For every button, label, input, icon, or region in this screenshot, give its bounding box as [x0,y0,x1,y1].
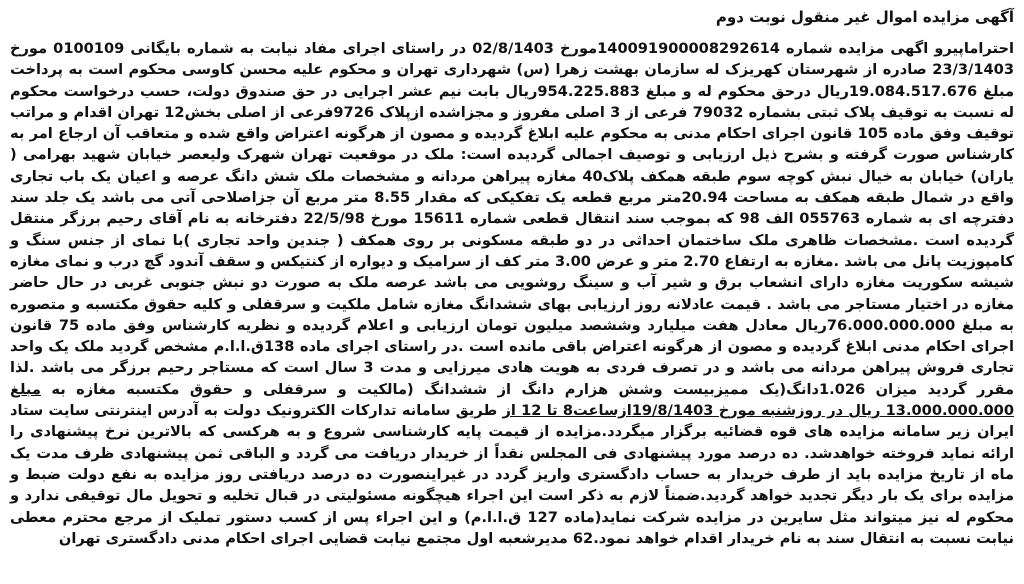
notice-body-part-1: احتراماپیرو اگهی مزایده شماره 140091900008292614مورخ 02/8/1403 در راستای اجرای مفاد نیابت به شماره بایگانی 0100109 مورخ 23/3/1403 صادره از شهرستان کهریزک له سازمان بهشت زهرا (س) شهرداری تهران و محکوم علیه محسن کاوسی محکوم است به پرداخت مبلغ 19.084.517.676ریال درحق محکوم له و مبلغ 954.225.883ریال بابت نیم عشر اجرایی در حق صندوق دولت، حسب درخواست محکوم له نسبت به توقیف پلاک ثبتی بشماره 79032 فرعی از 3 اصلی مفروز و مجزاشده ازپلاک 9726فرعی از اصلی بخش12 تهران اقدام و مراتب توقیف وفق ماده 105 قانون اجرای احکام مدنی به محکوم علیه ابلاغ گردیده و مصون از هرگونه اعتراض واقع شده و متعاقب آن ارجاع امر به کارشناس صورت گرفته و بشرح ذیل ارزیابی و توصیف اجمالی گردیده است: ملک در موقعیت تهران شهرک ولیعصر خیابان شهید بهرامی ( یاران) خیابان به خیال نبش کوچه سوم طبقه همکف پلاک40 مغازه پیراهن مردانه و مشخصات ملک شش دانگ عرصه و اعیان یک باب تجاری واقع در شمال طبقه همکف به مساحت 20.94متر مربع قطعه یک تفکیکی که مقدار 8.55 متر مربع آن جزاصلاحی آتی می باشد یک جلد سند دفترچه ای به شماره 055763 الف 98 که بموجب سند انتقال قطعی شماره 15611 مورخ 22/5/98 دفترخانه به نام آقای رحیم برزگر منتقل گردیده است .مشخصات ظاهری ملک ساختمان احداثی در دو طبقه مسکونی بر روی همکف ( جندین واحد تجاری )با نمای از جنس سنگ و کامپوزیت پانل می باشد .مغازه به ارتفاع 2.70 متر و عرض 3.00 متر کف از سرامیک و دیواره از کنتیکس و سقف آندود گچ درب و نمای مغازه شیشه سکوریت مغازه دارای انشعاب برق و شیر آب و سینگ روشویی می باشد عرصه ملک به صورت دو نبش جنوبی غربی در حال حاضر مغازه در اختیار مستاجر می باشد . قیمت عادلانه روز ارزیابی بهای ششدانگ مغازه شامل ملکیت و سرقفلی و کلیه حقوق مکتسبه و متصوره به مبلغ 76.000.000.000ریال معادل هفت میلیارد وششصد میلیون تومان ارزیابی و اعلام گردیده و نظریه کارشناس وفق ماده 75 قانون اجرای احکام مدنی ابلاغ گردیده و مصون از هرگونه اعتراض باقی مانده است .در راستای اجرای ماده 138ق.ا.ا.م مشخص گردید ملک یک واحد تجاری فروش پیراهن مردانه می باشد و در تصرف فردی به هویت هادی میرزایی و مدت 3 سال است که مستاجر رحیم برزگر می باشد .لذا مقرر گردید میزان 1.026دانگ(یک ممیزبیست وشش هزارم دانگ از ششدانگ (مالکیت و سرقفلی و حقوق مکتسبه مغازه به [10,40,1015,398]
notice-body [10,38,1014,549]
auction-date-and-price: مبلغ 13.000.000.000 ریال در روزشنبه مورخ 19/8/1403ازساعت8 تا 12 از [10,380,1014,420]
notice-title: آگهی مزایده اموال غیر منقول نوبت دوم [715,8,1014,26]
notice-body-part-2: طریق سامانه تدارکات الکترونیک دولت به آدرس اینترنتی سایت ستاد ایران زیر سامانه مزایده های قوه قضائیه برگزار میگردد.مزایده از قیمت پایه کارشناسی شروع و به هرکسی که بالاترین نرخ پیشنهادی را ارائه نماید فروخته خواهدشد. ده درصد مورد پیشنهادی فی المجلس نقداً از خریدار دریافت می گردد و الباقی ثمن پیشنهادی ظرف مدت یک ماه از تاریخ مزایده باید از طرف خریدار به حساب دادگستری واریز گردد در غیراینصورت ده درصد دریافتی روز مزایده به نفع دولت ضبط و مزایده برای یک بار دیگر تجدید خواهد گردید.ضمناً لازم به ذکر است این اجراء هیچگونه مسئولیتی در قبال تخلیه و تحویل مال توقیفی ندارد و محکوم له نیز میتواند مثل سایرین در مزایده شرکت نماید(ماده 127 ق.ا.ا.م) و این اجراء پس از کسب دستور تملیک از مرجع محترم معطی نیابت نسبت به انتقال سند به نام خریدار اقدام خواهد نمود.62 مدیرشعبه اول مجتمع نیابت قضایی اجرای احکام مدنی دادگستری تهران [10,402,1014,547]
